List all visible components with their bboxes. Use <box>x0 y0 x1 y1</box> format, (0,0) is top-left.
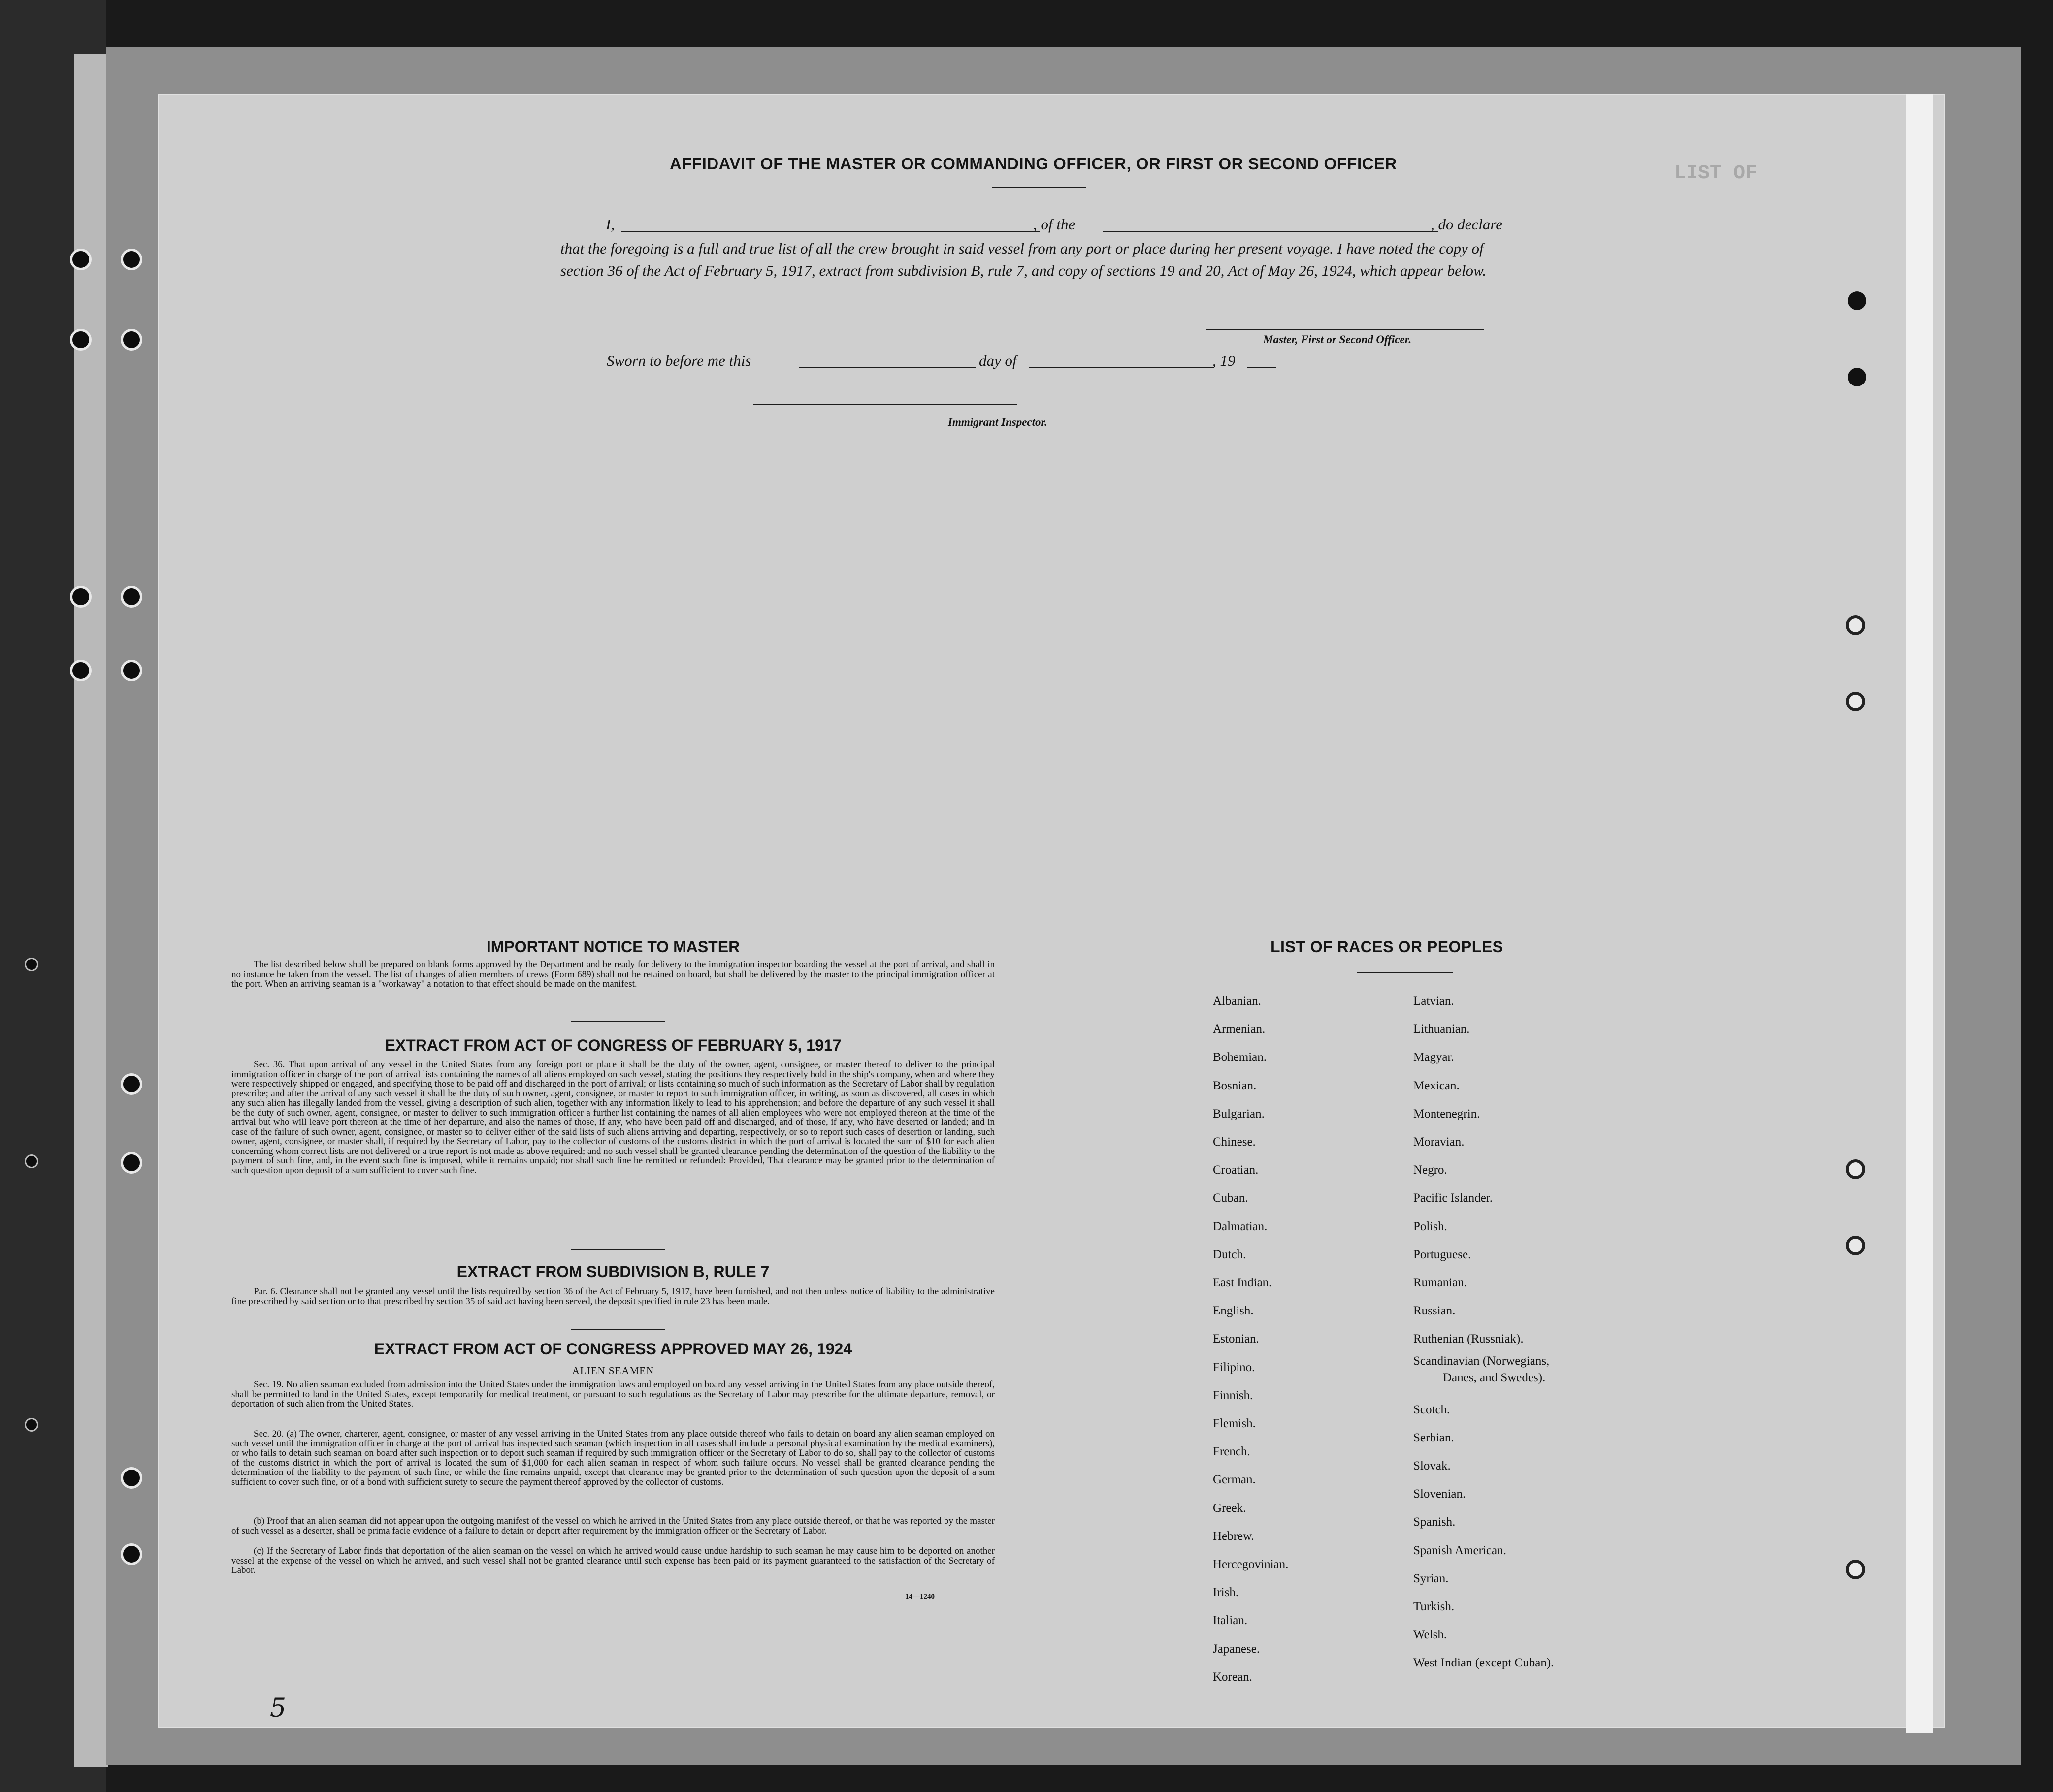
race-item: English. <box>1213 1304 1254 1318</box>
race-item: Serbian. <box>1413 1431 1454 1444</box>
punch-hole <box>1848 368 1866 386</box>
name-blank <box>621 231 1040 232</box>
race-item: Polish. <box>1413 1219 1447 1233</box>
binder-hole <box>70 660 92 681</box>
race-item: Welsh. <box>1413 1628 1447 1642</box>
race-item: Dalmatian. <box>1213 1219 1268 1233</box>
race-item: Mexican. <box>1413 1079 1460 1092</box>
binder-hole <box>70 249 92 270</box>
form-number: 14—1240 <box>905 1593 935 1600</box>
race-item: Korean. <box>1213 1670 1252 1684</box>
affidavit-i: I, <box>606 216 615 233</box>
race-item: Turkish. <box>1413 1600 1455 1614</box>
races-column-1 <box>1213 987 1288 1691</box>
sec20a-text: Sec. 20. (a) The owner, charterer, agent, consignee, or master of any vessel arriving in the United States from any place outside thereof who fails to detain on board any alien seaman employed on such vessel until the immigration officer in charge at the port of arrival has inspected such seaman (which inspection in all cases shall include a personal physical examination by the medical examiners), or who fails to detain such seaman on board after such inspection or to deport such seaman if required by such immigration officer or the Secretary of Labor to do so, shall pay to the collector of customs of the customs district in which the port of arrival is located the sum of $1,000 for each alien seaman in respect of whom such failure occurs. No vessel shall be granted clearance pending the determination of the liability to the payment of such fine, or while the fine remains unpaid, except that clearance may be granted prior to the determination of such question upon the deposit of a sum sufficient to cover such fine, or of a bond with sufficient surety to secure the payment thereof approved by the collector of customs. <box>231 1429 995 1487</box>
signature-caption: Master, First or Second Officer. <box>1263 333 1412 346</box>
sec20c-text: (c) If the Secretary of Labor finds that deportation of the alien seaman on the vessel on which he arrived would cause undue hardship to such seaman he may cause him to be deported on another vessel at the expense of the vessel on which he arrived, and such vessel shall not be granted clearance until such expense has been paid or its payment guaranteed to the satisfaction of the Secretary of Labor. <box>231 1546 995 1575</box>
binder-hole <box>121 1543 142 1565</box>
binder-hole <box>121 1152 142 1174</box>
race-item: Chinese. <box>1213 1135 1256 1149</box>
signature-line <box>1206 329 1484 330</box>
punch-hole <box>1846 615 1865 635</box>
notice-title: IMPORTANT NOTICE TO MASTER <box>486 938 740 956</box>
inspector-caption: Immigrant Inspector. <box>948 416 1047 428</box>
race-item: Latvian. <box>1413 994 1454 1008</box>
section-rule <box>571 1249 665 1250</box>
race-item: Estonian. <box>1213 1332 1259 1346</box>
race-item: Danes, and Swedes). <box>1443 1371 1546 1384</box>
race-item: Scandinavian (Norwegians, <box>1413 1354 1550 1368</box>
race-item: Flemish. <box>1213 1417 1256 1431</box>
race-item: Magyar. <box>1413 1051 1454 1064</box>
vessel-blank <box>1103 231 1438 232</box>
inspector-line <box>753 404 1017 405</box>
binder-hole <box>121 249 142 270</box>
races-column-2 <box>1413 987 1554 1677</box>
binder-hole <box>25 958 38 971</box>
race-item: Rumanian. <box>1413 1276 1467 1290</box>
sworn-year: , 19 <box>1212 352 1236 369</box>
sworn-month-blank <box>1029 367 1214 368</box>
race-item: Spanish. <box>1413 1515 1456 1529</box>
races-title: LIST OF RACES OR PEOPLES <box>1271 938 1503 956</box>
affidavit-body: that the foregoing is a full and true list of all the crew brought in said vessel from any port or place during her present voyage. I have noted the copy of section 36 of the Act of February 5, 1917, extract from subdivision B, rule 7, and copy of sections 19 and 20, Act of May 26, 1924, which appear below. <box>560 240 1487 279</box>
race-item: Russian. <box>1413 1304 1456 1318</box>
extract-1917-text: Sec. 36. That upon arrival of any vessel in the United States from any foreign port or place it shall be the duty of the owner, agent, consignee, or master thereof to deliver to the principal immigration officer in charge of the port of arrival lists containing the names of all aliens employed on such vessel, stating the positions they respectively hold in the ship's company, when and where they were respectively shipped or engaged, and specifying those to be paid off and discharged in the port of arrival; or lists containing so much of such information as the Secretary of Labor shall by regulation prescribe; and after the arrival of any such vessel it shall be the duty of such owner, agent, consignee, or master to report to such immigration officer, in writing, as soon as discovered, all cases in which any such alien has illegally landed from the vessel, giving a description of such alien, together with any information likely to lead to his apprehension; and before the departure of any such vessel it shall be the duty of such owner, agent, consignee, or master to deliver to such immigration officer a further list containing the names of all alien employees who were not employed thereon at the time of the arrival but who will leave port thereon at the time of her departure, and also the names of those, if any, who have been paid off and discharged, and of those, if any, who have deserted or landed; and in case of the failure of such owner, agent, consignee, or master so to deliver either of the said lists of such aliens arriving and departing, respectively, or so to report such cases of desertion or landing, such owner, agent, consignee, or master shall, if required by the Secretary of Labor, pay to the collector of customs of the customs district in which the port of arrival is located the sum of $10 for each alien concerning whom correct lists are not delivered or a true report is not made as above required; and no such vessel shall be granted clearance pending the determination of the question of the liability to the payment of such fine, and, in the event such fine is imposed, while it remains unpaid; nor shall such fine be remitted or refunded: Provided, That clearance may be granted prior to the determination of such question upon deposit of a sum sufficient to cover such fine. <box>231 1059 995 1176</box>
binder-hole <box>121 329 142 351</box>
race-item: Albanian. <box>1213 994 1261 1008</box>
race-item: Pacific Islander. <box>1413 1191 1493 1205</box>
binder-hole <box>25 1154 38 1168</box>
sec20b-text: (b) Proof that an alien seaman did not appear upon the outgoing manifest of the vessel on which he arrived in the United States from any place outside thereof, or that he was reported by the master of such vessel as a deserter, shall be prima facie evidence of a failure to detain or deport after requirement by the immigration officer or the Secretary of Labor. <box>231 1516 995 1536</box>
extract-1917-title: EXTRACT FROM ACT OF CONGRESS OF FEBRUARY 5, 1917 <box>385 1036 842 1054</box>
punch-hole <box>1846 1560 1865 1579</box>
binder-hole <box>121 1073 142 1095</box>
title-rule <box>992 187 1086 188</box>
race-item: West Indian (except Cuban). <box>1413 1656 1554 1670</box>
race-item: Lithuanian. <box>1413 1023 1470 1036</box>
binder-hole <box>121 1467 142 1489</box>
race-item: Bulgarian. <box>1213 1107 1265 1120</box>
race-item: Slovak. <box>1413 1459 1451 1473</box>
punch-hole <box>1846 692 1865 711</box>
race-item: Scotch. <box>1413 1403 1450 1416</box>
race-item: Hercegovinian. <box>1213 1558 1289 1571</box>
race-item: Negro. <box>1413 1163 1447 1177</box>
affidavit-of-the: , of the <box>1033 216 1075 233</box>
race-item: Japanese. <box>1213 1642 1260 1656</box>
race-item: French. <box>1213 1445 1250 1459</box>
section-rule <box>571 1329 665 1330</box>
binder-strip <box>74 54 108 1767</box>
binder-hole <box>70 586 92 608</box>
binder-hole <box>25 1418 38 1432</box>
affidavit-title: AFFIDAVIT OF THE MASTER OR COMMANDING OFFICER, OR FIRST OR SECOND OFFICER <box>670 155 1397 173</box>
binder-hole <box>70 329 92 351</box>
punch-hole <box>1846 1159 1865 1179</box>
race-item: Montenegrin. <box>1413 1107 1480 1120</box>
race-item: Filipino. <box>1213 1360 1255 1374</box>
sworn-year-blank <box>1247 367 1276 368</box>
race-item: Hebrew. <box>1213 1529 1254 1543</box>
binder-hole <box>121 586 142 608</box>
alien-seamen-subtitle: ALIEN SEAMEN <box>572 1365 654 1376</box>
binder-hole <box>121 660 142 681</box>
race-item: Ruthenian (Russniak). <box>1413 1332 1524 1346</box>
bleed-through-text: LIST OF <box>1674 162 1758 185</box>
race-item: Finnish. <box>1213 1388 1253 1402</box>
race-item: Slovenian. <box>1413 1487 1466 1501</box>
race-item: German. <box>1213 1473 1256 1487</box>
race-item: Dutch. <box>1213 1248 1246 1261</box>
race-item: Bohemian. <box>1213 1051 1267 1064</box>
race-item: Armenian. <box>1213 1023 1266 1036</box>
handwritten-mark: 5 <box>270 1694 287 1723</box>
race-item: Italian. <box>1213 1614 1248 1628</box>
extract-1924-title: EXTRACT FROM ACT OF CONGRESS APPROVED MAY 26, 1924 <box>374 1340 852 1358</box>
race-item: Portuguese. <box>1413 1248 1471 1261</box>
race-item: Moravian. <box>1413 1135 1465 1149</box>
race-item: East Indian. <box>1213 1276 1272 1290</box>
race-item: Greek. <box>1213 1501 1246 1515</box>
race-item: Syrian. <box>1413 1571 1449 1585</box>
punch-hole <box>1846 1236 1865 1255</box>
race-item: Spanish American. <box>1413 1543 1506 1557</box>
race-item: Bosnian. <box>1213 1079 1257 1092</box>
extract-rule7-text: Par. 6. Clearance shall not be granted any vessel until the lists required by section 36 of the Act of February 5, 1917, have been furnished, and not then unless notice of liability to the administrative fine prescribed by said section or to that prescribed by section 35 of said act having been served, the deposit specified in rule 23 has been made. <box>231 1286 995 1307</box>
sworn-day-of: day of <box>979 352 1017 369</box>
extract-rule7-title: EXTRACT FROM SUBDIVISION B, RULE 7 <box>456 1263 770 1280</box>
punch-hole <box>1848 291 1866 310</box>
race-item: Croatian. <box>1213 1163 1259 1177</box>
page-edge <box>1906 94 1933 1733</box>
section-rule <box>571 1021 665 1022</box>
sec19-text: Sec. 19. No alien seaman excluded from admission into the United States under the immigration laws and employed on board any vessel arriving in the United States from any place outside thereof, shall be permitted to land in the United States, except temporarily for medical treatment, or pursuant to such regulations as the Secretary of Labor may prescribe for the ultimate departure, removal, or deportation of such alien from the United States. <box>231 1379 995 1409</box>
sworn-prefix: Sworn to before me this <box>607 352 751 369</box>
races-rule <box>1357 972 1453 973</box>
affidavit-declare: , do declare <box>1431 216 1503 233</box>
race-item: Irish. <box>1213 1586 1239 1600</box>
race-item: Cuban. <box>1213 1191 1248 1205</box>
notice-text: The list described below shall be prepared on blank forms approved by the Department and be ready for delivery to the immigration inspector boarding the vessel at the port of arrival, and shall in no instance be taken from the vessel. The list of changes of alien members of crews (Form 689) shall not be retained on board, but shall be delivered by the master to the principal immigration officer at the port. When an arriving seaman is a "workaway" a notation to that effect should be made on the manifest. <box>231 960 995 989</box>
sworn-day-blank <box>799 367 976 368</box>
